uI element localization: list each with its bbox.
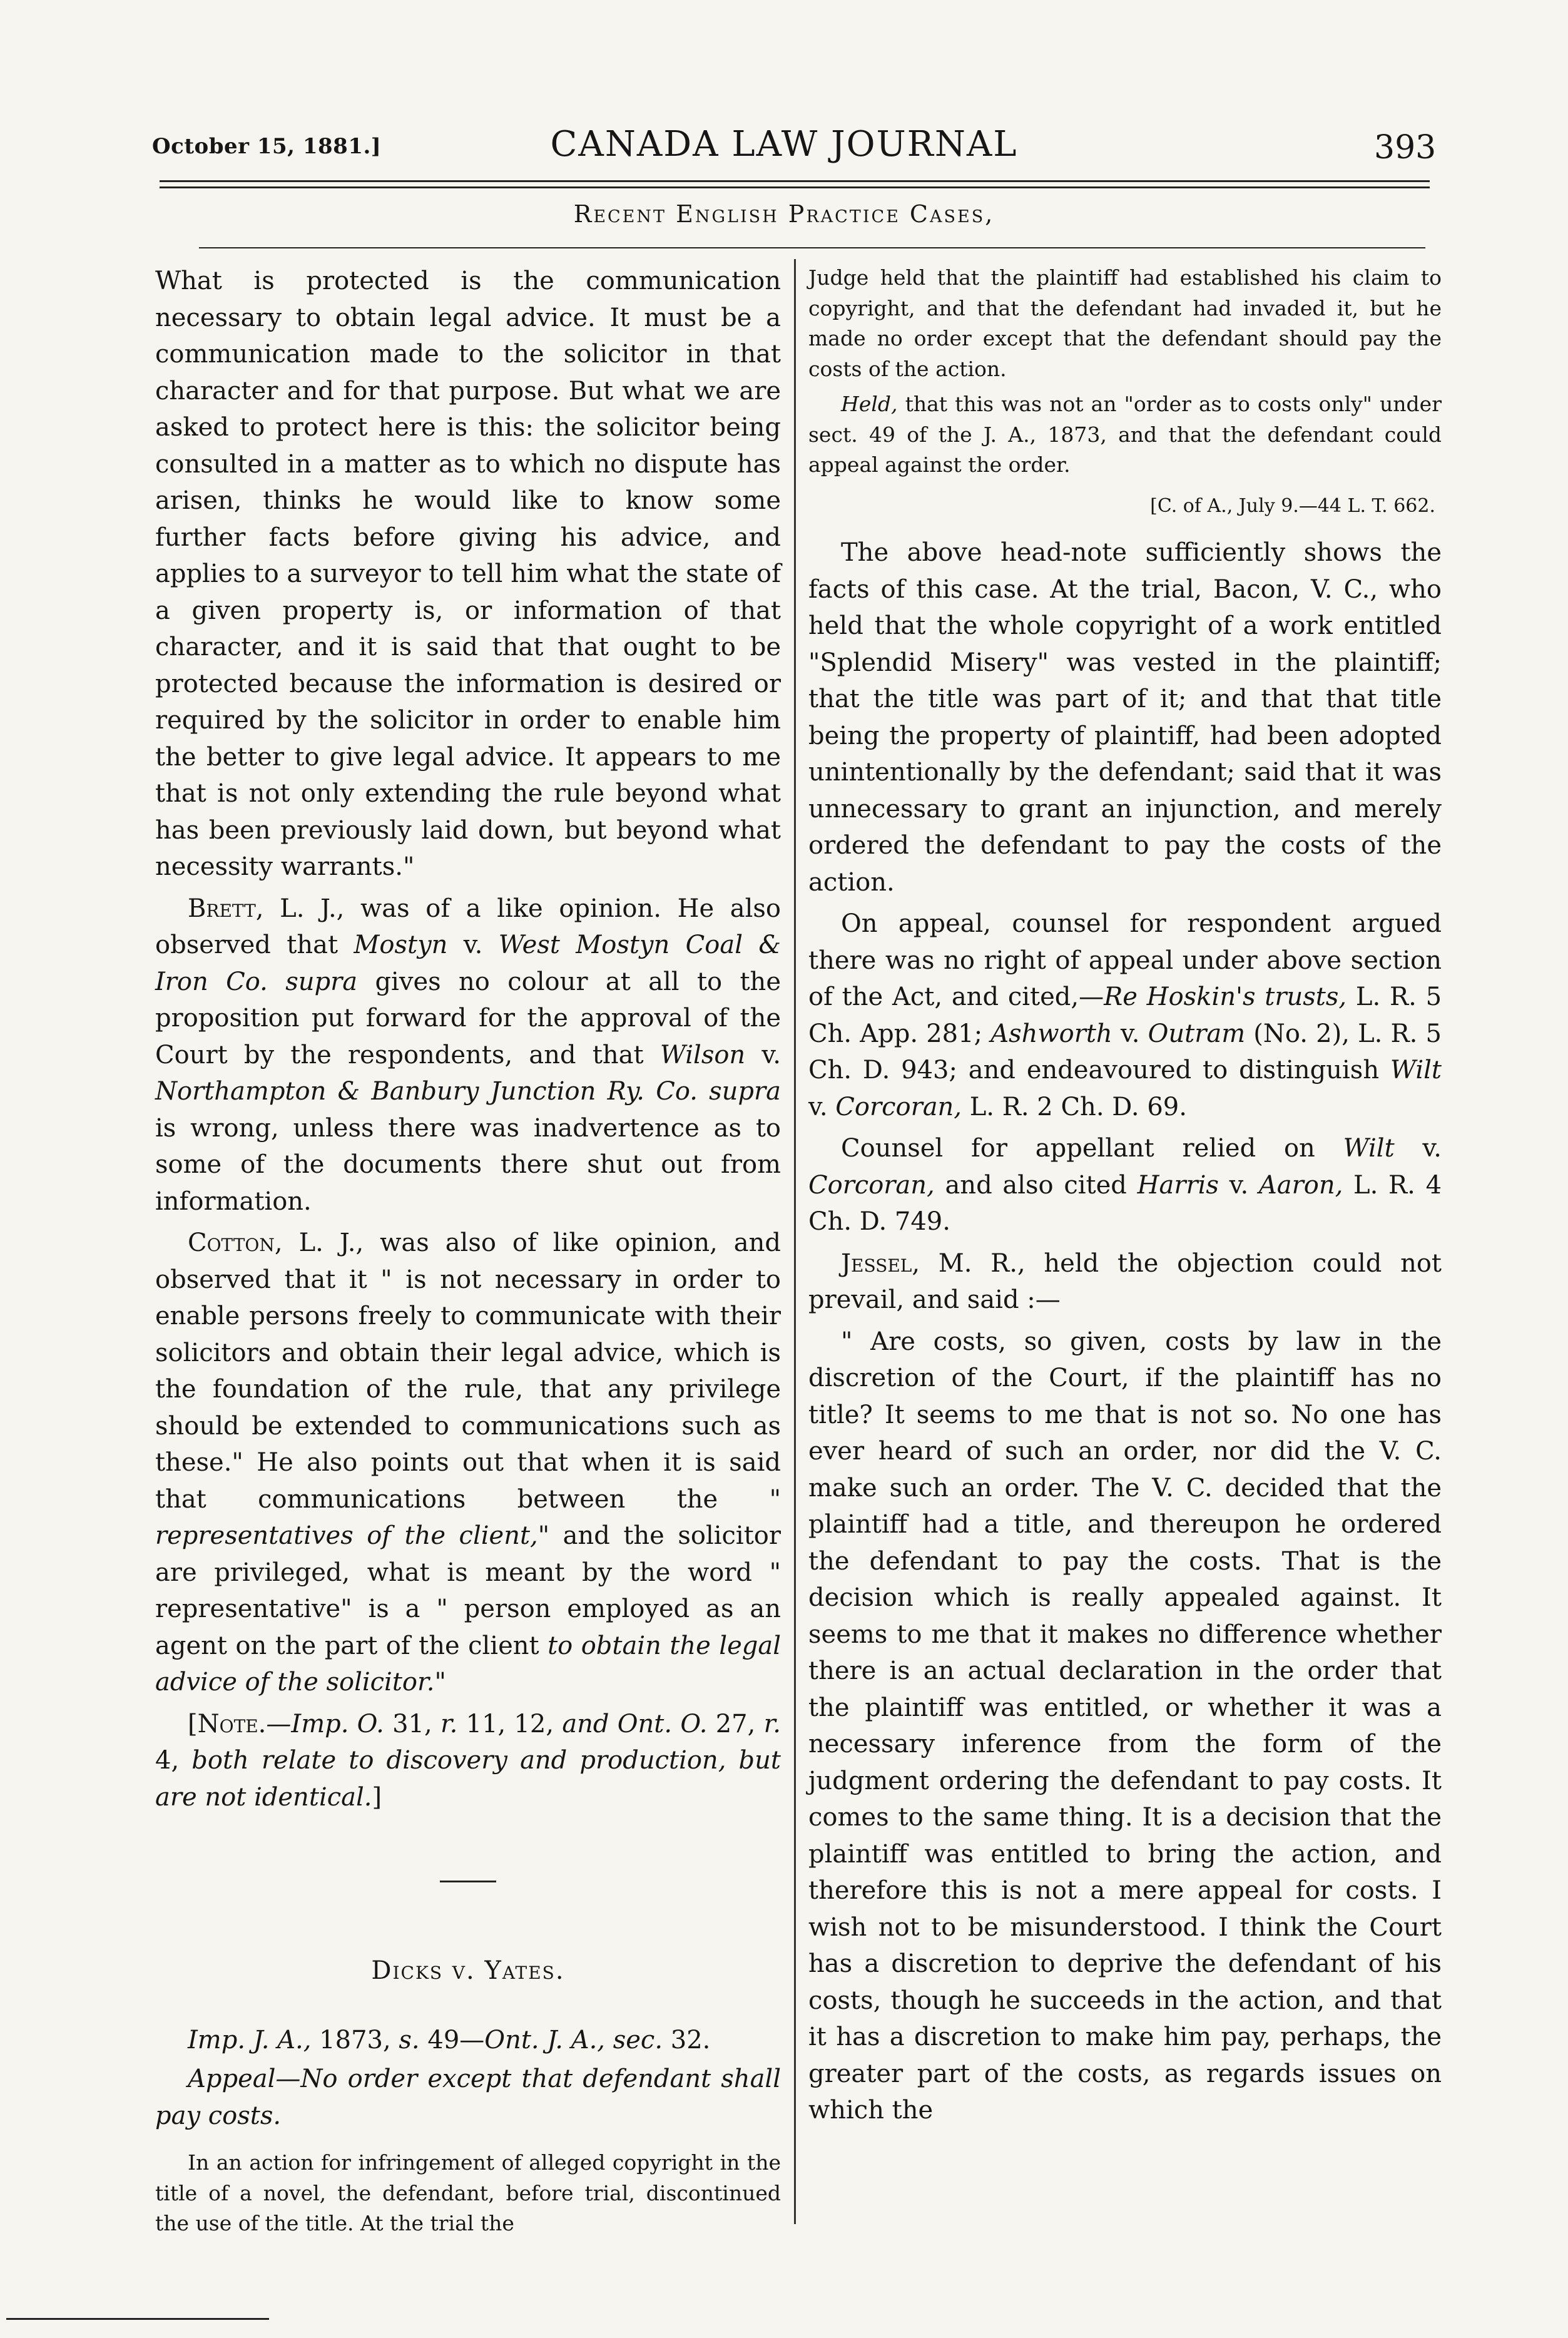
text-run: v. — [1112, 1019, 1148, 1048]
section-title: Recent English Practice Cases, — [573, 200, 995, 228]
case-name: Re Hoskin's trusts, — [1104, 983, 1347, 1011]
case-name: Harris — [1137, 1170, 1219, 1200]
column-divider — [794, 259, 796, 2224]
case-name: Outram — [1148, 1019, 1246, 1048]
case-name: Wilson — [659, 1040, 746, 1069]
right-column — [808, 263, 1442, 2129]
case-separator — [440, 1881, 496, 1882]
footer-rule — [6, 2318, 269, 2320]
text-run: v. — [1218, 1170, 1259, 1200]
text-run: " — [434, 1668, 446, 1697]
text-run: , L. J., was of a like opinion. He also observed that — [155, 894, 781, 959]
case-name: Wilt — [1343, 1134, 1395, 1163]
brett-paragraph — [155, 891, 781, 1220]
case-name: Ashworth — [990, 1019, 1112, 1048]
text-run: , L. J., was also of like opinion, and observed that it " is not necessary in order to enable persons freely to communicate with their solicitors and obtain their legal advice, which is the foundation of the rule, that any privilege should be extended to communications such as these." He also points out that when it is said that communications between the " — [155, 1228, 781, 1514]
text-run: v. — [808, 1092, 836, 1121]
appellant-paragraph — [808, 1130, 1442, 1240]
text-run: 1873, — [311, 2025, 399, 2055]
editor-note — [155, 1706, 781, 1816]
text-run: L. R. 2 Ch. D. 69. — [962, 1092, 1187, 1121]
case-title: Dicks v. Yates. — [371, 1956, 565, 1985]
text-run: 27, — [707, 1709, 764, 1738]
judgment-quote: " Are costs, so given, costs by law in the discretion of the Court, if the plaintiff has no title? It seems to me that is not so. No one has ever heard of such an order, nor did the V. C. make such an order. The V. C. decided that the plaintiff had a title, and thereupon he ordered the defendant to pay the costs. That is the decision which is really appealed against. It seems to me that it makes no difference whether there is an actual declaration in the order that the plaintiff was entitled, or whether it was a necessary inference from the form of the judgment ordering the defendant to pay costs. It comes to the same thing. It is a decision that the plaintiff was entitled to bring the action, and therefore this is not a mere appeal for costs. I wish not to be misunderstood. I think the Court has a discretion to deprive the defendant of his costs, though he succeeds in the action, and that it has a discretion to make him pay, perhaps, the greater part of the costs, as regards issues on which the — [808, 1327, 1442, 2125]
text-run: v. — [745, 1040, 781, 1069]
case-name: Corcoran, — [835, 1092, 962, 1121]
text-run: 32. — [663, 2025, 711, 2055]
headnote-text: Appeal—No order except that defendant shall pay costs. — [155, 2065, 781, 2130]
case-name: West Mostyn Coal & Iron Co. supra — [155, 931, 781, 996]
case-name: Corcoran, — [808, 1170, 935, 1200]
italic-run: both relate to discovery and production, but are not identical. — [155, 1746, 781, 1812]
text-run: v. — [1394, 1134, 1442, 1163]
italic-run: r. — [763, 1709, 781, 1738]
text-run: and also cited — [934, 1170, 1138, 1200]
italic-run: s. — [399, 2025, 420, 2055]
text-run: , M. R., held the objection could not prevail, and said :— — [808, 1248, 1442, 1314]
headnote — [155, 2061, 781, 2134]
text-run: (No. 2), L. R. 5 Ch. D. 943; and endeavoured to distinguish — [808, 1019, 1442, 1085]
note-label: Note. — [197, 1709, 267, 1738]
italic-run: —Imp. O. — [266, 1709, 384, 1738]
quote-paragraph: What is protected is the communication necessary to obtain legal advice. It must be a communication made to the solicitor in that character and for that purpose. But what we are asked to protect here is this: the solicitor being consulted in a matter as to which no dispute has arisen, thinks he would like to know some further facts before giving his advice, and applies to a surveyor to tell him what the state of a given property is, or information of that character, and it is said that that ought to be protected because the information is desired or required by the solicitor in order to enable him the better to give legal advice. It appears to me that is not only extending the rule beyond what has been previously laid down, but beyond what necessity warrants." — [155, 267, 781, 881]
judge-name: Brett — [188, 894, 256, 923]
text-run: is wrong, unless there was inadvertence as to some of the documents there shut out from information. — [155, 1113, 781, 1216]
bracket: [ — [188, 1709, 198, 1738]
text-run: that this was not an "order as to costs only" under sect. 49 of the J. A., 1873, and that the defendant could appeal against the order. — [808, 392, 1442, 477]
bracket: ] — [372, 1782, 382, 1812]
text-run: " and the solicitor are privileged, what is meant by the word " representative" is a " person employed as an agent on the part of the client — [155, 1521, 781, 1660]
text-run: gives no colour at all to the proposition put forward for the approval of the Court by the respondents, and that — [155, 967, 781, 1069]
case-summary: In an action for infringement of alleged copyright in the title of a novel, the defendant, before trial, discontinued the use of the title. At the trial the — [155, 2150, 781, 2235]
cotton-paragraph — [155, 1225, 781, 1701]
journal-title: CANADA LAW JOURNAL — [550, 124, 1018, 165]
italic-run: Ont. J. A., sec. — [484, 2025, 663, 2055]
case-name: Aaron, — [1258, 1170, 1343, 1200]
facts-paragraph: The above head-note sufficiently shows the facts of this case. At the trial, Bacon, V. C., who held that the whole copyright of a work entitled "Splendid Misery" was vested in the plaintiff; that the title was part of it; and that that title being the property of plaintiff, had been adopted unintentionally by the defendant; said that it was unnecessary to grant an injunction, and merely ordered the defendant to pay the costs of the action. — [808, 538, 1442, 897]
left-column — [155, 263, 781, 2239]
jessel-paragraph — [808, 1245, 1442, 1319]
section-rule — [199, 247, 1425, 248]
case-name: Wilt — [1390, 1056, 1442, 1085]
italic-run: to obtain the legal advice of the solicitor. — [155, 1631, 781, 1697]
case-name: Northampton & Banbury Junction Ry. Co. supra — [155, 1077, 781, 1106]
text-run: v. — [447, 931, 499, 959]
held-paragraph — [808, 389, 1442, 481]
judge-name: Jessel — [841, 1248, 912, 1278]
text-run: On appeal, counsel for respondent argued there was no right of appeal under above section of the Act, and cited,— — [808, 909, 1442, 1011]
text-run: 31, — [384, 1709, 440, 1738]
judge-name: Cotton — [188, 1228, 275, 1257]
text-run: 49— — [419, 2025, 485, 2055]
text-run: Counsel for appellant relied on — [841, 1134, 1343, 1163]
case-summary-continued: Judge held that the plaintiff had established his claim to copyright, and that the defendant had invaded it, but he made no order except that the defendant should pay the costs of the action. — [808, 265, 1442, 381]
italic-run: Imp. J. A., — [188, 2025, 312, 2055]
text-run: 11, 12, — [457, 1709, 563, 1738]
court-citation: [C. of A., July 9.—44 L. T. 662. — [1150, 494, 1435, 517]
statute-reference — [155, 2022, 781, 2059]
text-run: L. R. 5 Ch. App. 281; — [808, 983, 1442, 1048]
italic-run: representatives of the client, — [155, 1521, 538, 1550]
italic-run: r. — [440, 1709, 458, 1738]
respondent-paragraph — [808, 906, 1442, 1125]
page-number: 393 — [1374, 129, 1437, 166]
italic-run: Held, — [841, 392, 898, 416]
header-rule-top — [160, 180, 1430, 182]
italic-run: and Ont. O. — [562, 1709, 708, 1738]
text-run: L. R. 4 Ch. D. 749. — [808, 1170, 1442, 1236]
case-name: Mostyn — [354, 931, 448, 959]
text-run: 4, — [155, 1746, 192, 1775]
header-rule-bottom — [160, 186, 1430, 188]
header-date: October 15, 1881.] — [152, 134, 382, 159]
